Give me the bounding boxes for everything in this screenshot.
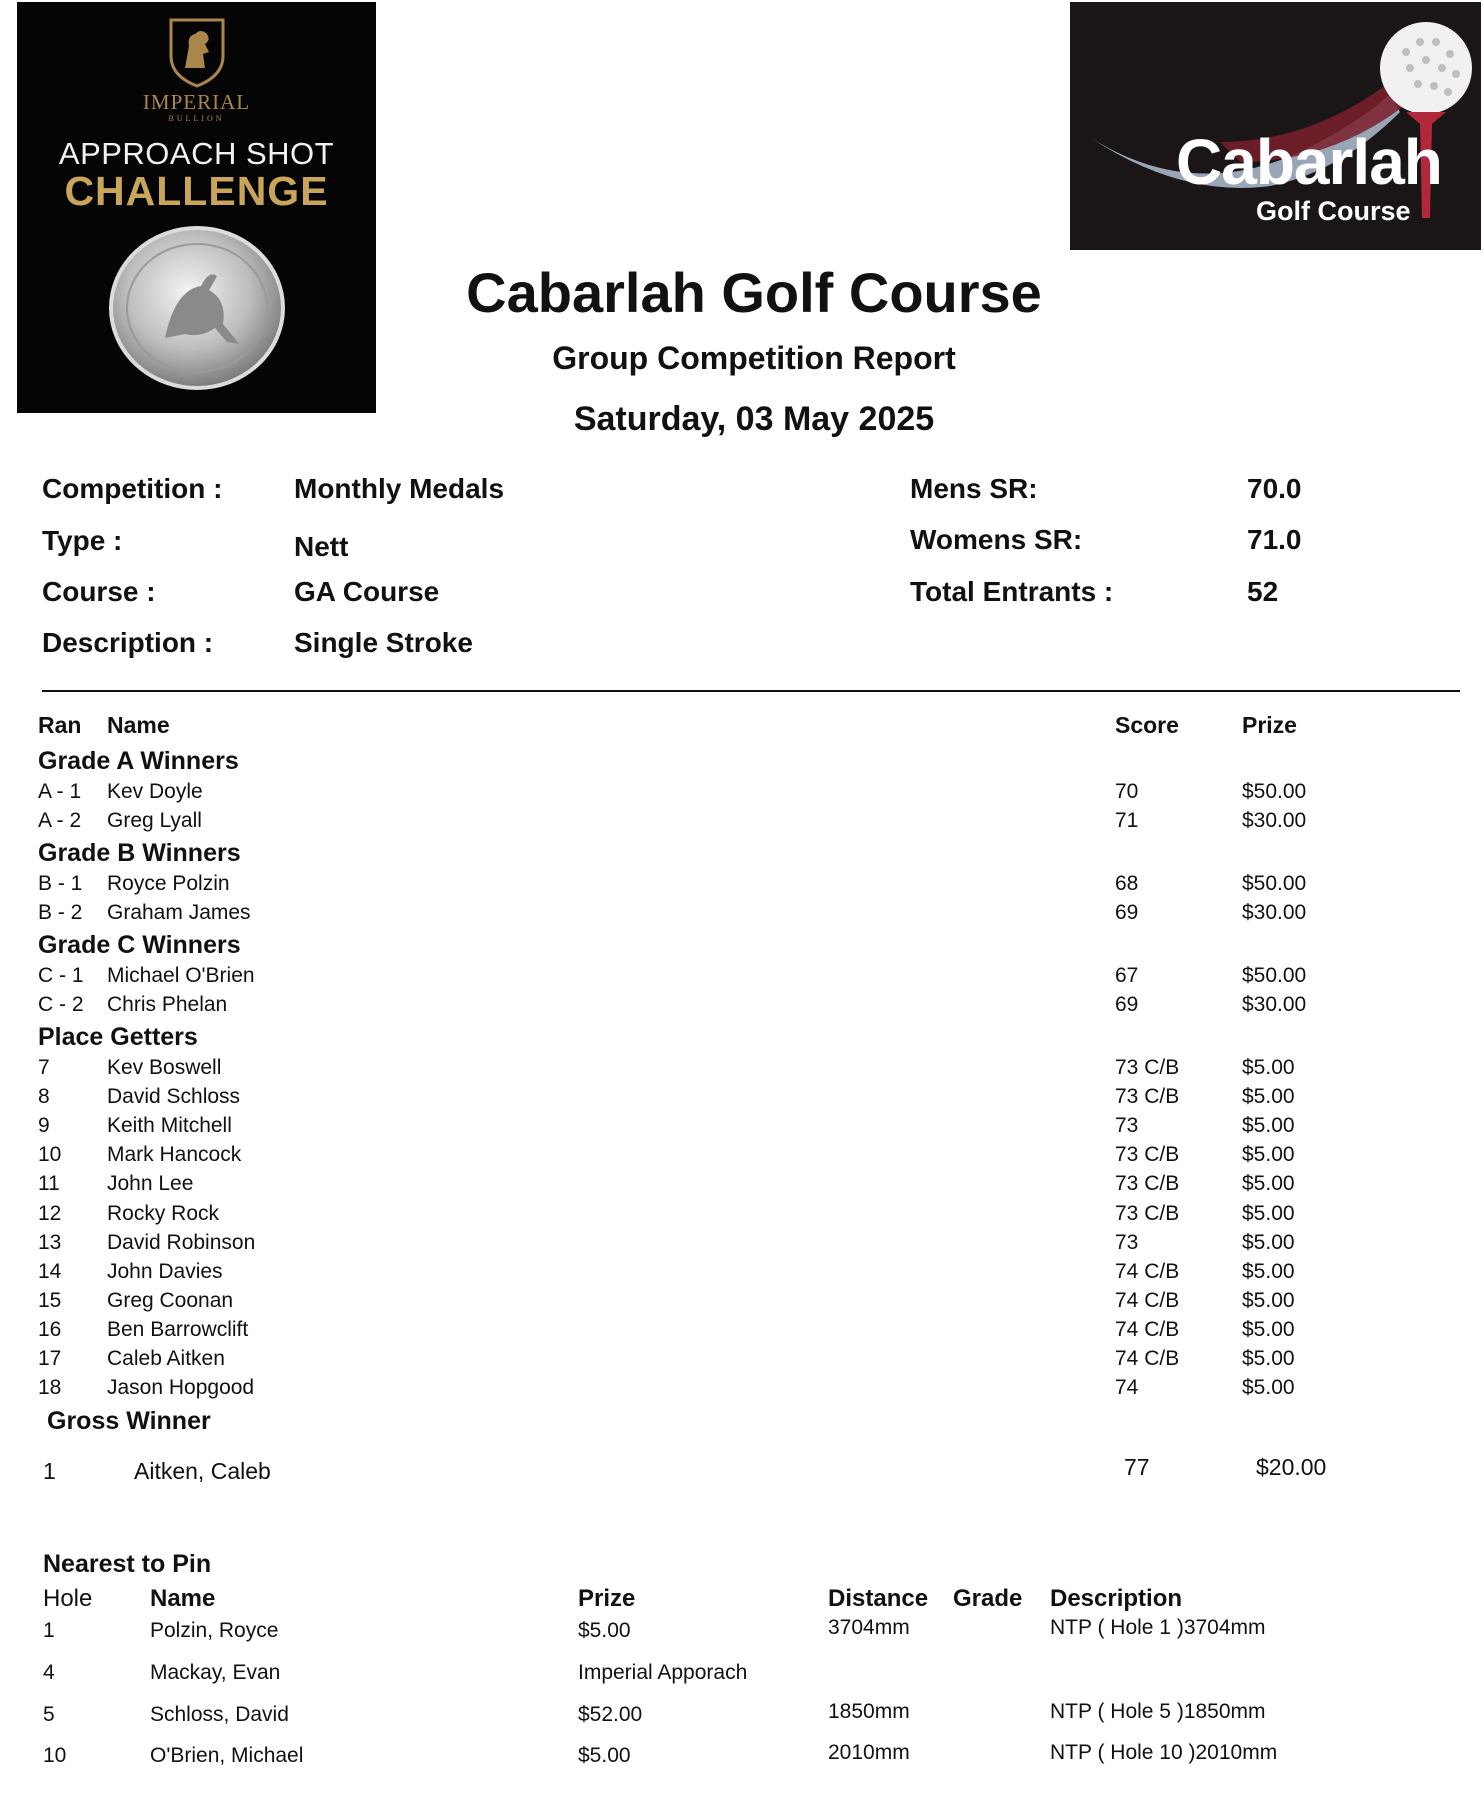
ntp-distance-header: Distance <box>828 1585 929 1612</box>
grade-a-title: Grade A Winners <box>38 747 239 775</box>
score: 71 <box>1115 809 1139 832</box>
name: Chris Phelan <box>107 993 228 1016</box>
gross-winner-title: Gross Winner <box>47 1407 211 1435</box>
score: 73 C/B <box>1115 1056 1180 1079</box>
name: John Lee <box>107 1172 194 1195</box>
rank: 14 <box>38 1260 62 1283</box>
name: Graham James <box>107 901 251 924</box>
name: Rocky Rock <box>107 1202 220 1225</box>
course-value: GA Course <box>294 576 440 607</box>
ntp-prize: $5.00 <box>578 1744 631 1767</box>
rank: 16 <box>38 1318 62 1341</box>
mens-sr-label: Mens SR: <box>910 473 1038 504</box>
ntp-distance: 3704mm <box>828 1616 910 1639</box>
rank: 15 <box>38 1289 62 1312</box>
imperial-brand: IMPERIAL <box>142 90 251 114</box>
score: 69 <box>1115 901 1139 924</box>
rank: 17 <box>38 1347 62 1370</box>
challenge-text: CHALLENGE <box>64 168 329 214</box>
prize: $5.00 <box>1242 1231 1295 1254</box>
report-subtitle: Group Competition Report <box>552 340 956 376</box>
rank: B - 2 <box>38 901 83 924</box>
prize: $5.00 <box>1242 1056 1295 1079</box>
prize: $50.00 <box>1242 872 1307 895</box>
name: Mark Hancock <box>107 1143 242 1166</box>
divider <box>42 690 1460 692</box>
ntp-description: NTP ( Hole 10 )2010mm <box>1050 1741 1278 1764</box>
ntp-hole: 5 <box>43 1703 55 1726</box>
approach-shot-text: APPROACH SHOT <box>58 136 335 171</box>
name: Kev Doyle <box>107 780 203 803</box>
score: 73 C/B <box>1115 1202 1180 1225</box>
rank: C - 1 <box>38 964 84 987</box>
name: Greg Lyall <box>107 809 202 832</box>
bullion-sub: BULLION <box>168 114 225 123</box>
mens-sr-value: 70.0 <box>1247 473 1302 504</box>
ntp-prize-header: Prize <box>578 1585 636 1612</box>
description-label: Description : <box>42 627 214 658</box>
name: John Davies <box>107 1260 223 1283</box>
prize: $5.00 <box>1242 1172 1295 1195</box>
score: 74 C/B <box>1115 1289 1180 1312</box>
ntp-grade-header: Grade <box>953 1585 1023 1612</box>
prize: $20.00 <box>1256 1454 1327 1480</box>
prize: $30.00 <box>1242 809 1307 832</box>
score: 73 C/B <box>1115 1172 1180 1195</box>
ntp-distance: 1850mm <box>828 1700 910 1723</box>
name: Michael O'Brien <box>107 964 255 987</box>
nearest-to-pin-title: Nearest to Pin <box>43 1550 212 1578</box>
prize: $30.00 <box>1242 993 1307 1016</box>
grade-b-title: Grade B Winners <box>38 839 241 867</box>
womens-sr-label: Womens SR: <box>910 524 1083 555</box>
prize: $5.00 <box>1242 1202 1295 1225</box>
name: Kev Boswell <box>107 1056 222 1079</box>
score: 67 <box>1115 964 1139 987</box>
score: 74 C/B <box>1115 1260 1180 1283</box>
rank: 13 <box>38 1231 62 1254</box>
score: 68 <box>1115 872 1139 895</box>
competition-value: Monthly Medals <box>294 473 505 504</box>
name: Caleb Aitken <box>107 1347 225 1370</box>
report-date: Saturday, 03 May 2025 <box>573 400 935 438</box>
score: 73 C/B <box>1115 1085 1180 1108</box>
ntp-prize: $52.00 <box>578 1703 643 1726</box>
name: Aitken, Caleb <box>134 1458 271 1484</box>
type-label: Type : <box>42 525 123 556</box>
rank: 12 <box>38 1202 62 1225</box>
name: David Robinson <box>107 1231 256 1254</box>
prize: $5.00 <box>1242 1376 1295 1399</box>
name: Ben Barrowclift <box>107 1318 249 1341</box>
score: 70 <box>1115 780 1139 803</box>
prize-header: Prize <box>1242 712 1297 738</box>
ntp-distance: 2010mm <box>828 1741 910 1764</box>
name-header: Name <box>107 712 170 738</box>
womens-sr-value: 71.0 <box>1247 524 1302 555</box>
score: 73 C/B <box>1115 1143 1180 1166</box>
score: 74 <box>1115 1376 1139 1399</box>
score: 74 C/B <box>1115 1347 1180 1370</box>
rank: 18 <box>38 1376 62 1399</box>
name: Royce Polzin <box>107 872 230 895</box>
prize: $50.00 <box>1242 780 1307 803</box>
ntp-description: NTP ( Hole 1 )3704mm <box>1050 1616 1266 1639</box>
prize: $5.00 <box>1242 1347 1295 1370</box>
prize: $5.00 <box>1242 1318 1295 1341</box>
cabarlah-golf-course-logo <box>1070 2 1481 250</box>
ntp-hole: 4 <box>43 1661 55 1684</box>
prize: $50.00 <box>1242 964 1307 987</box>
rank: B - 1 <box>38 872 83 895</box>
prize: $5.00 <box>1242 1143 1295 1166</box>
ntp-name: Mackay, Evan <box>150 1661 281 1684</box>
total-entrants-value: 52 <box>1247 576 1279 607</box>
rank: A - 2 <box>38 809 82 832</box>
rank: C - 2 <box>38 993 84 1016</box>
ntp-name: O'Brien, Michael <box>150 1744 304 1767</box>
course-label: Course : <box>42 576 156 607</box>
ntp-name: Polzin, Royce <box>150 1619 279 1642</box>
rank: 9 <box>38 1114 50 1137</box>
score: 73 <box>1115 1231 1139 1254</box>
rank: 8 <box>38 1085 50 1108</box>
place-getters-title: Place Getters <box>38 1023 198 1051</box>
rank: 10 <box>38 1143 62 1166</box>
prize: $5.00 <box>1242 1289 1295 1312</box>
golf-course-sub: Golf Course <box>1256 196 1411 226</box>
name: Keith Mitchell <box>107 1114 232 1137</box>
hole-header: Hole <box>43 1585 93 1612</box>
score-header: Score <box>1115 712 1179 738</box>
ntp-prize: Imperial Apporach <box>578 1661 748 1684</box>
page-title: Cabarlah Golf Course <box>466 261 1042 324</box>
score: 69 <box>1115 993 1139 1016</box>
type-value: Nett <box>294 531 349 562</box>
prize: $5.00 <box>1242 1114 1295 1137</box>
prize: $30.00 <box>1242 901 1307 924</box>
ntp-description-header: Description <box>1050 1585 1183 1612</box>
ntp-name-header: Name <box>150 1585 216 1612</box>
name: Greg Coonan <box>107 1289 234 1312</box>
ntp-hole: 10 <box>43 1744 67 1767</box>
name: David Schloss <box>107 1085 241 1108</box>
competition-label: Competition : <box>42 473 223 504</box>
name: Jason Hopgood <box>107 1376 255 1399</box>
lion-crest-icon <box>17 16 376 93</box>
rank-header: Ran <box>38 712 82 738</box>
ntp-description: NTP ( Hole 5 )1850mm <box>1050 1700 1266 1723</box>
prize: $5.00 <box>1242 1085 1295 1108</box>
rank: A - 1 <box>38 780 82 803</box>
grade-c-title: Grade C Winners <box>38 931 241 959</box>
prize: $5.00 <box>1242 1260 1295 1283</box>
cabarlah-brand: Cabarlah <box>1176 126 1442 198</box>
ntp-name: Schloss, David <box>150 1703 289 1726</box>
ntp-hole: 1 <box>43 1619 55 1642</box>
score: 74 C/B <box>1115 1318 1180 1341</box>
rank: 7 <box>38 1056 50 1079</box>
ntp-prize: $5.00 <box>578 1619 631 1642</box>
total-entrants-label: Total Entrants : <box>910 576 1114 607</box>
description-value: Single Stroke <box>294 627 473 658</box>
score: 77 <box>1124 1454 1150 1480</box>
rank: 11 <box>38 1172 60 1195</box>
score: 73 <box>1115 1114 1139 1137</box>
rank: 1 <box>43 1458 56 1484</box>
